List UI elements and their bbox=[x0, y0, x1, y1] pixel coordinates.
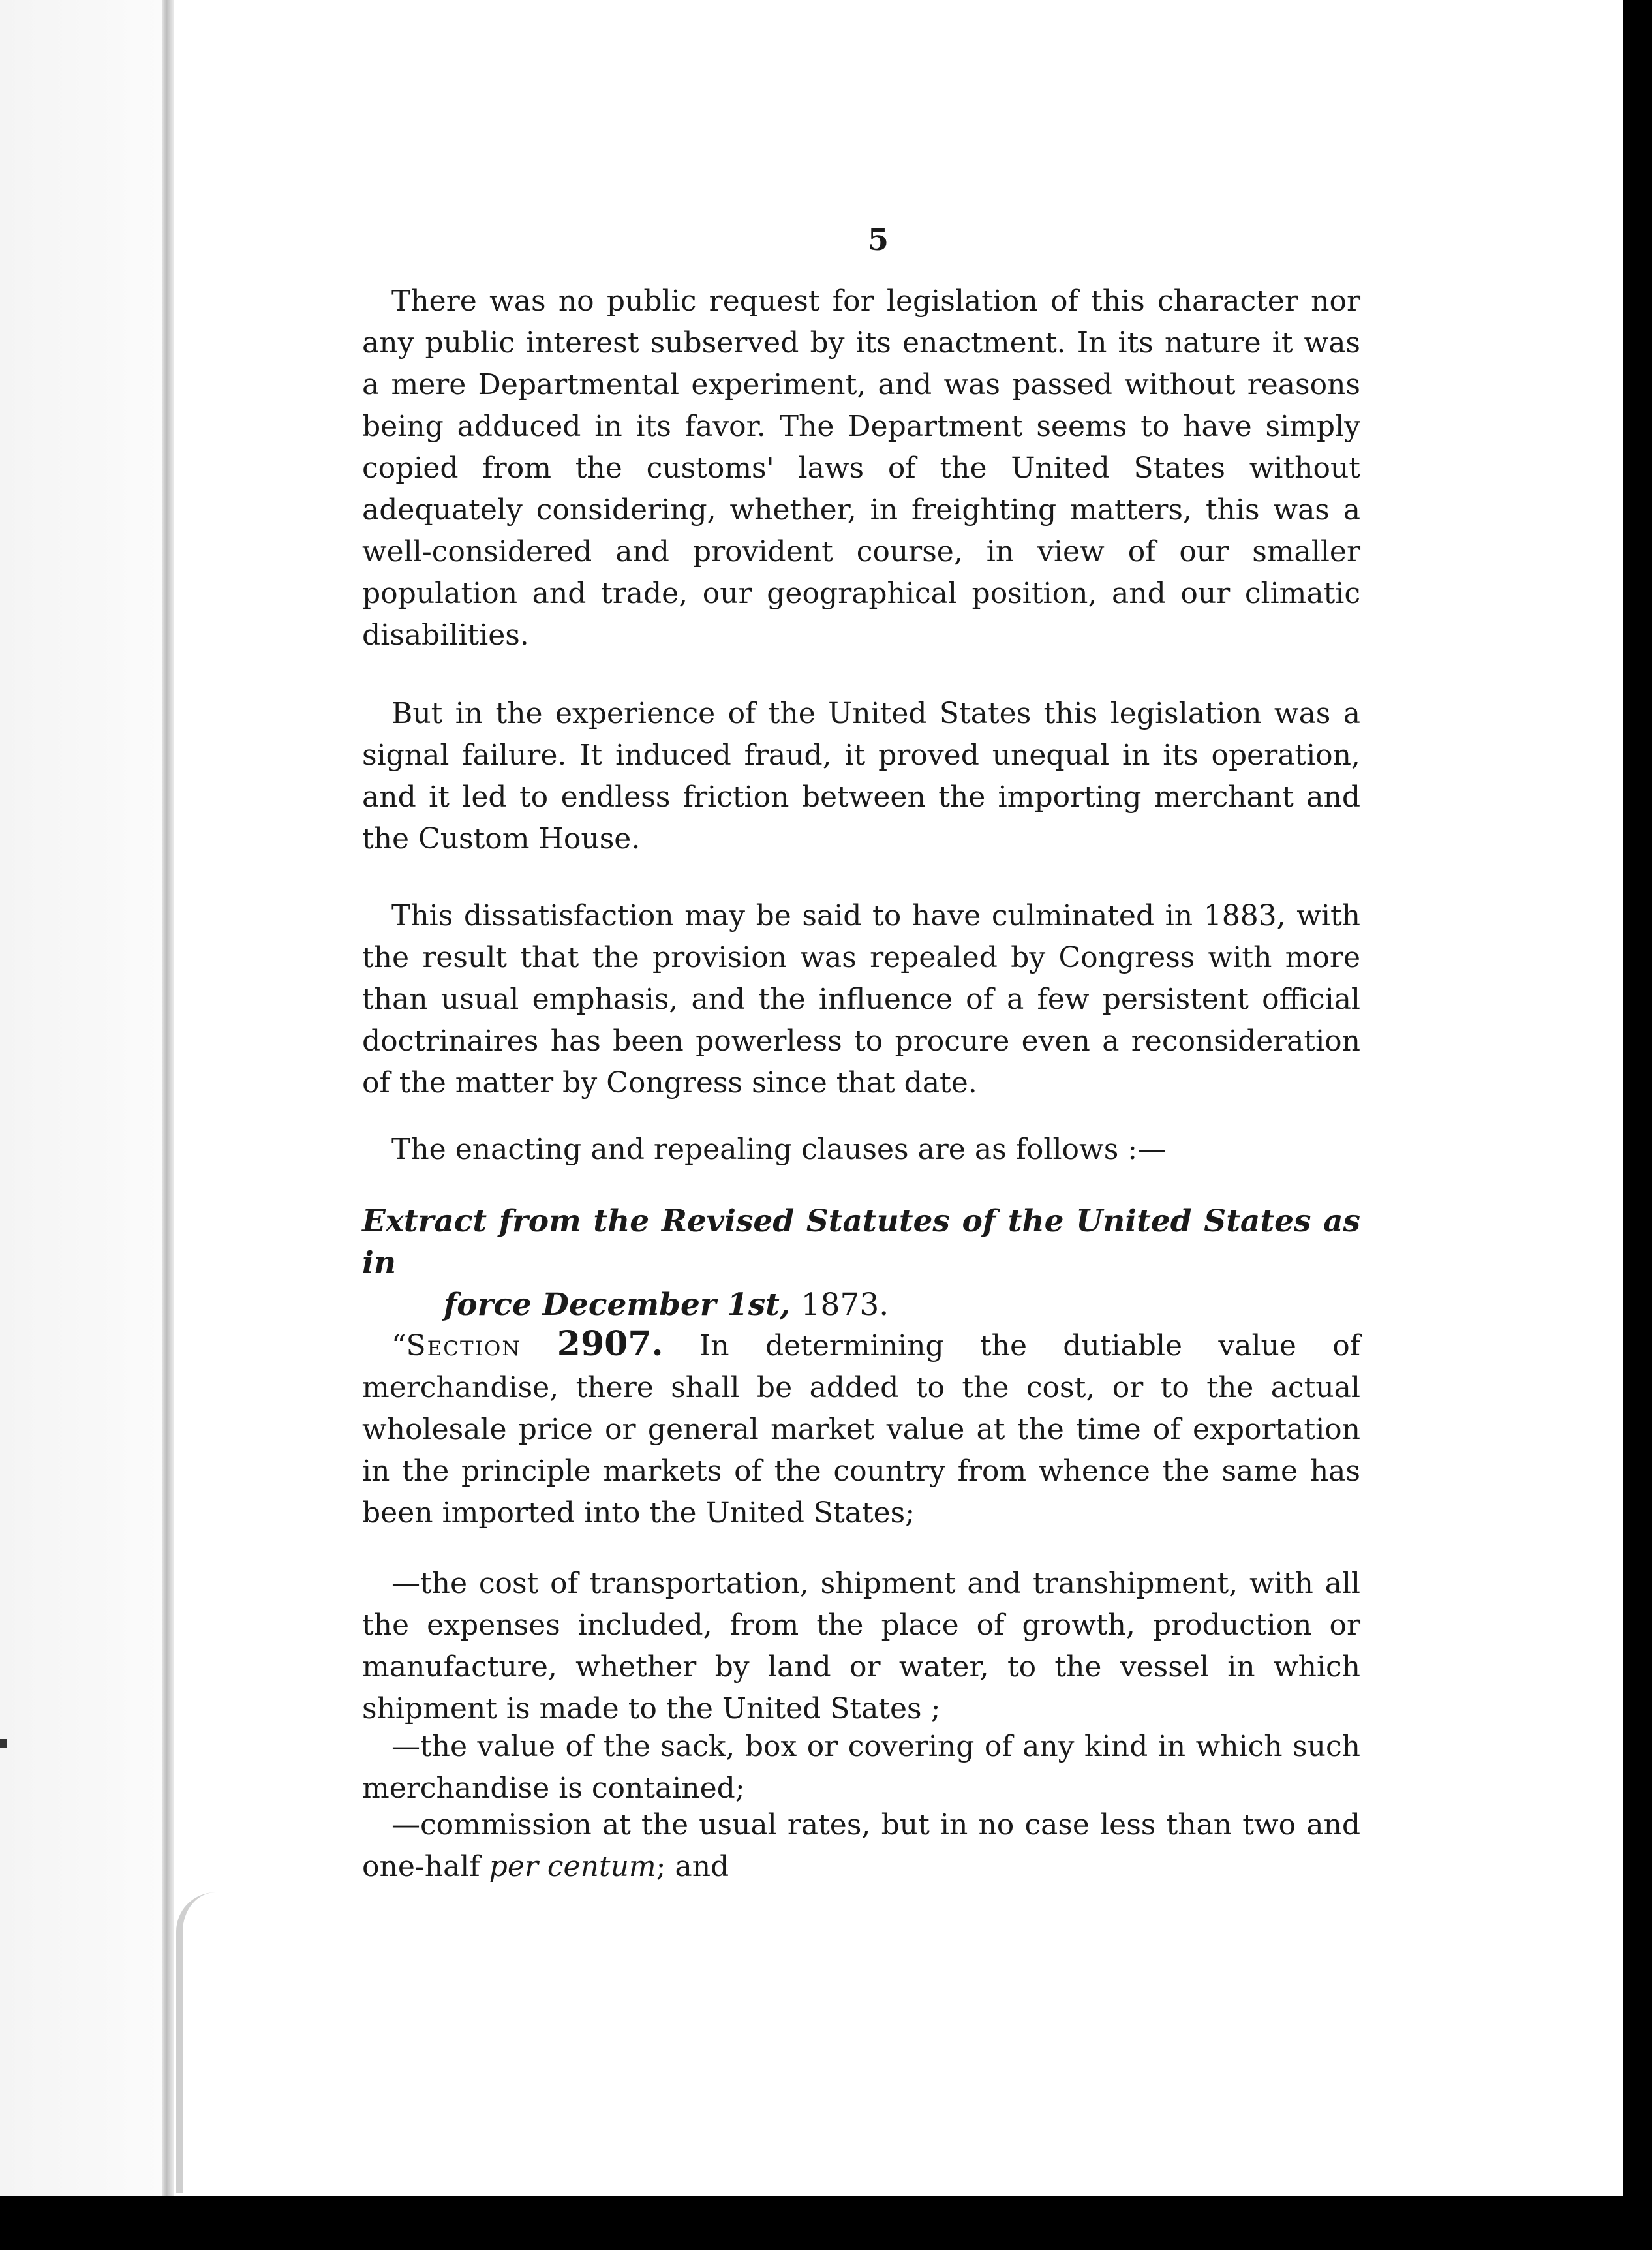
extract-heading-line2: force December 1st, bbox=[444, 1287, 791, 1323]
clause-commission-italic: per centum bbox=[489, 1850, 656, 1883]
page-margin-shadow bbox=[0, 0, 162, 2196]
clause-commission bbox=[362, 1804, 1360, 1888]
clause-transportation: —the cost of transportation, shipment and transhipment, with all the expenses included, from the place of growth, production or manufacture, whether by land or water, to the vessel in which shipment is made to the United States ; bbox=[362, 1567, 1360, 1725]
paragraph-experience: But in the experience of the United States this legislation was a signal failure. It induced fraud, it proved unequal in its operation, and it led to endless friction between the importing merchant and the Custom House. bbox=[362, 697, 1360, 855]
page-curl-edge bbox=[176, 1892, 268, 2193]
extract-heading-line2-wrap bbox=[362, 1284, 1360, 1326]
section-text: In determining the dutiable value of merchandise, there shall be added to the cost, or to the actual wholesale price or general market value at the time of exportation in the principle markets of the country from whence the same has been imported into the United States; bbox=[362, 1329, 1360, 1530]
clause-commission-text: —commission at the usual rates, but in no case less than two and one-half bbox=[362, 1808, 1360, 1883]
extract-heading-line1: Extract from the Revised Statutes of the United States as in bbox=[362, 1203, 1360, 1281]
page-body bbox=[362, 281, 1360, 1883]
section-open-quote: “ bbox=[391, 1329, 406, 1363]
clause-sack-value: —the value of the sack, box or covering of any kind in which such merchandise is contained; bbox=[362, 1730, 1360, 1805]
scan-artifact bbox=[0, 1739, 7, 1748]
page-number: 5 bbox=[867, 222, 889, 257]
section-2907 bbox=[362, 1323, 1360, 1534]
extract-heading bbox=[362, 1201, 1360, 1326]
paragraph-dissatisfaction: This dissatisfaction may be said to have culminated in 1883, with the result that the provision was repealed by Congress with more than usual emphasis, and the influence of a few persistent official doctrinaires has been powerless to procure even a reconsideration of the matter by Congress since that date. bbox=[362, 899, 1360, 1100]
paragraph-clauses-intro: The enacting and repealing clauses are as follows :— bbox=[391, 1133, 1167, 1166]
section-label: Section bbox=[406, 1329, 521, 1363]
section-number: 2907. bbox=[557, 1324, 664, 1364]
paragraph-legislation: There was no public request for legislation of this character nor any public interest subserved by its enactment. In its nature it was a mere Departmental experiment, and was passed without reasons being adduced in its favor. The Department seems to have simply copied from the customs' laws of the United States without adequately considering, whether, in freighting matters, this was a well-considered and provident course, in view of our smaller population and trade, our geographical position, and our climatic disabilities. bbox=[362, 285, 1360, 652]
extract-heading-year: 1873. bbox=[801, 1287, 889, 1323]
clause-commission-end: ; and bbox=[656, 1850, 729, 1883]
page-binding-edge bbox=[162, 0, 174, 2196]
